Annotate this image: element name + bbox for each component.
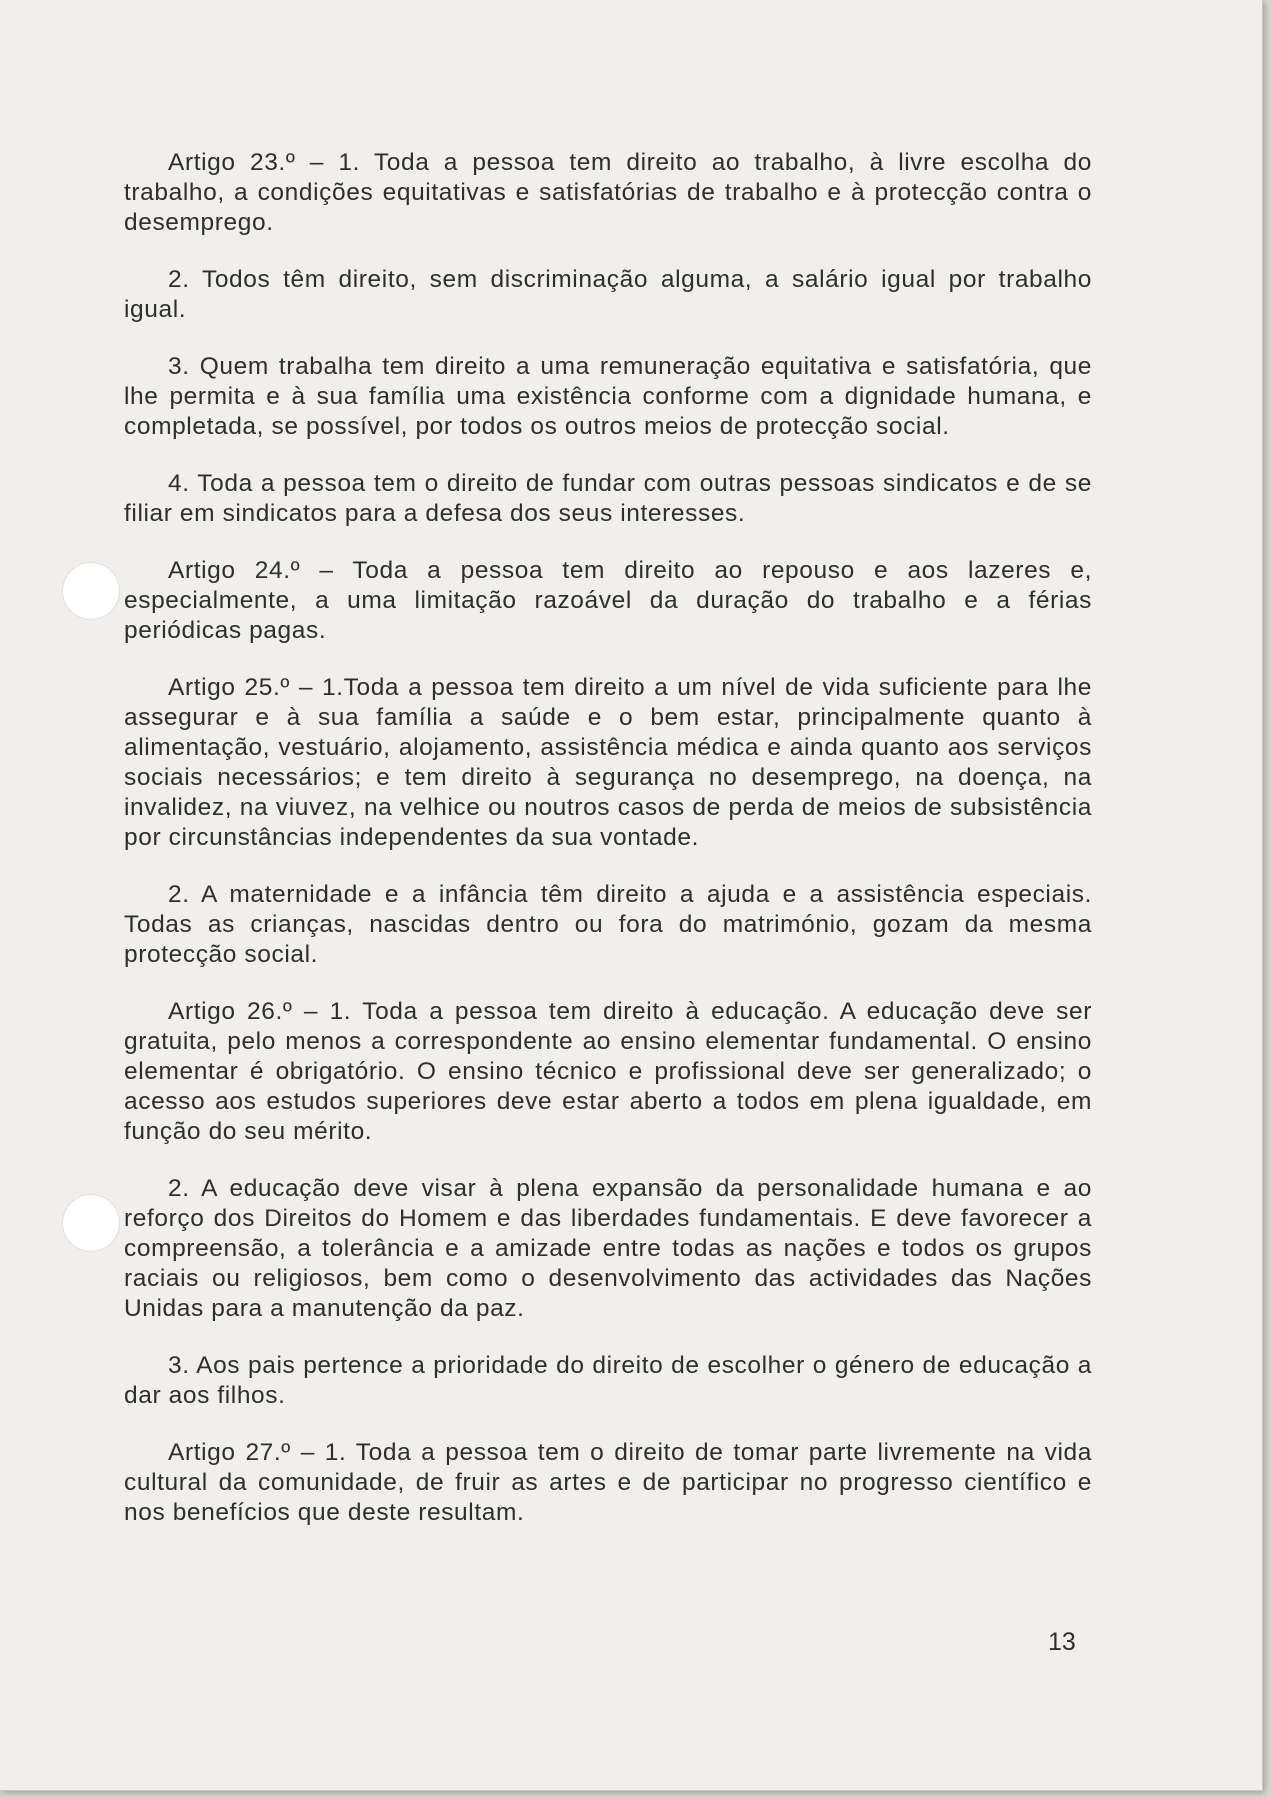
- page-number: 13: [1048, 1628, 1076, 1656]
- paragraph-art23-4: 4. Toda a pessoa tem o direito de fundar com outras pessoas sindicatos e de se filiar em sindicatos para a defesa dos seus interesses.: [124, 470, 1092, 527]
- punch-hole-bottom: [62, 1194, 120, 1252]
- paragraph-art25-2: 2. A maternidade e a infância têm direito a ajuda e a assistência especiais. Todas as crianças, nascidas dentro ou fora do matrimónio, gozam da mesma protecção social.: [124, 881, 1092, 968]
- article-text: [124, 148, 1092, 1555]
- paragraph-art23-2: 2. Todos têm direito, sem discriminação alguma, a salário igual por trabalho igual.: [124, 266, 1092, 323]
- punch-hole-top: [62, 562, 120, 620]
- paragraph-art24: Artigo 24.º – Toda a pessoa tem direito ao repouso e aos lazeres e, especialmente, a uma limitação razoável da duração do trabalho e a férias periódicas pagas.: [124, 557, 1092, 644]
- paragraph-art26-2: 2. A educação deve visar à plena expansão da personalidade humana e ao reforço dos Direitos do Homem e das liberdades fundamentais. E deve favorecer a compreensão, a tolerância e a amizade entre todas as nações e todos os grupos raciais ou religiosos, bem como o desenvolvimento das actividades das Nações Unidas para a manutenção da paz.: [124, 1175, 1092, 1322]
- paragraph-art25-1: Artigo 25.º – 1.Toda a pessoa tem direito a um nível de vida suficiente para lhe assegurar e à sua família a saúde e o bem estar, principalmente quanto à alimentação, vestuário, alojamento, assistência médica e ainda quanto aos serviços sociais necessários; e tem direito à segurança no desemprego, na doença, na invalidez, na viuvez, na velhice ou noutros casos de perda de meios de subsistência por circunstâncias independentes da sua vontade.: [124, 674, 1092, 851]
- paragraph-art27-1: Artigo 27.º – 1. Toda a pessoa tem o direito de tomar parte livremente na vida cultural da comunidade, de fruir as artes e de participar no progresso científico e nos benefícios que deste resultam.: [124, 1439, 1092, 1526]
- paragraph-art23-3: 3. Quem trabalha tem direito a uma remuneração equitativa e satisfatória, que lhe permita e à sua família uma existência conforme com a dignidade humana, e completada, se possível, por todos os outros meios de protecção social.: [124, 353, 1092, 440]
- paragraph-art26-1: Artigo 26.º – 1. Toda a pessoa tem direito à educação. A educação deve ser gratuita, pelo menos a correspondente ao ensino elementar fundamental. O ensino elementar é obrigatório. O ensino técnico e profissional deve ser generalizado; o acesso aos estudos superiores deve estar aberto a todos em plena igualdade, em função do seu mérito.: [124, 998, 1092, 1145]
- paragraph-art23-1: Artigo 23.º – 1. Toda a pessoa tem direito ao trabalho, à livre escolha do trabalho, a condições equitativas e satisfatórias de trabalho e à protecção contra o desemprego.: [124, 149, 1092, 236]
- paragraph-art26-3: 3. Aos pais pertence a prioridade do direito de escolher o género de educação a dar aos filhos.: [124, 1352, 1092, 1409]
